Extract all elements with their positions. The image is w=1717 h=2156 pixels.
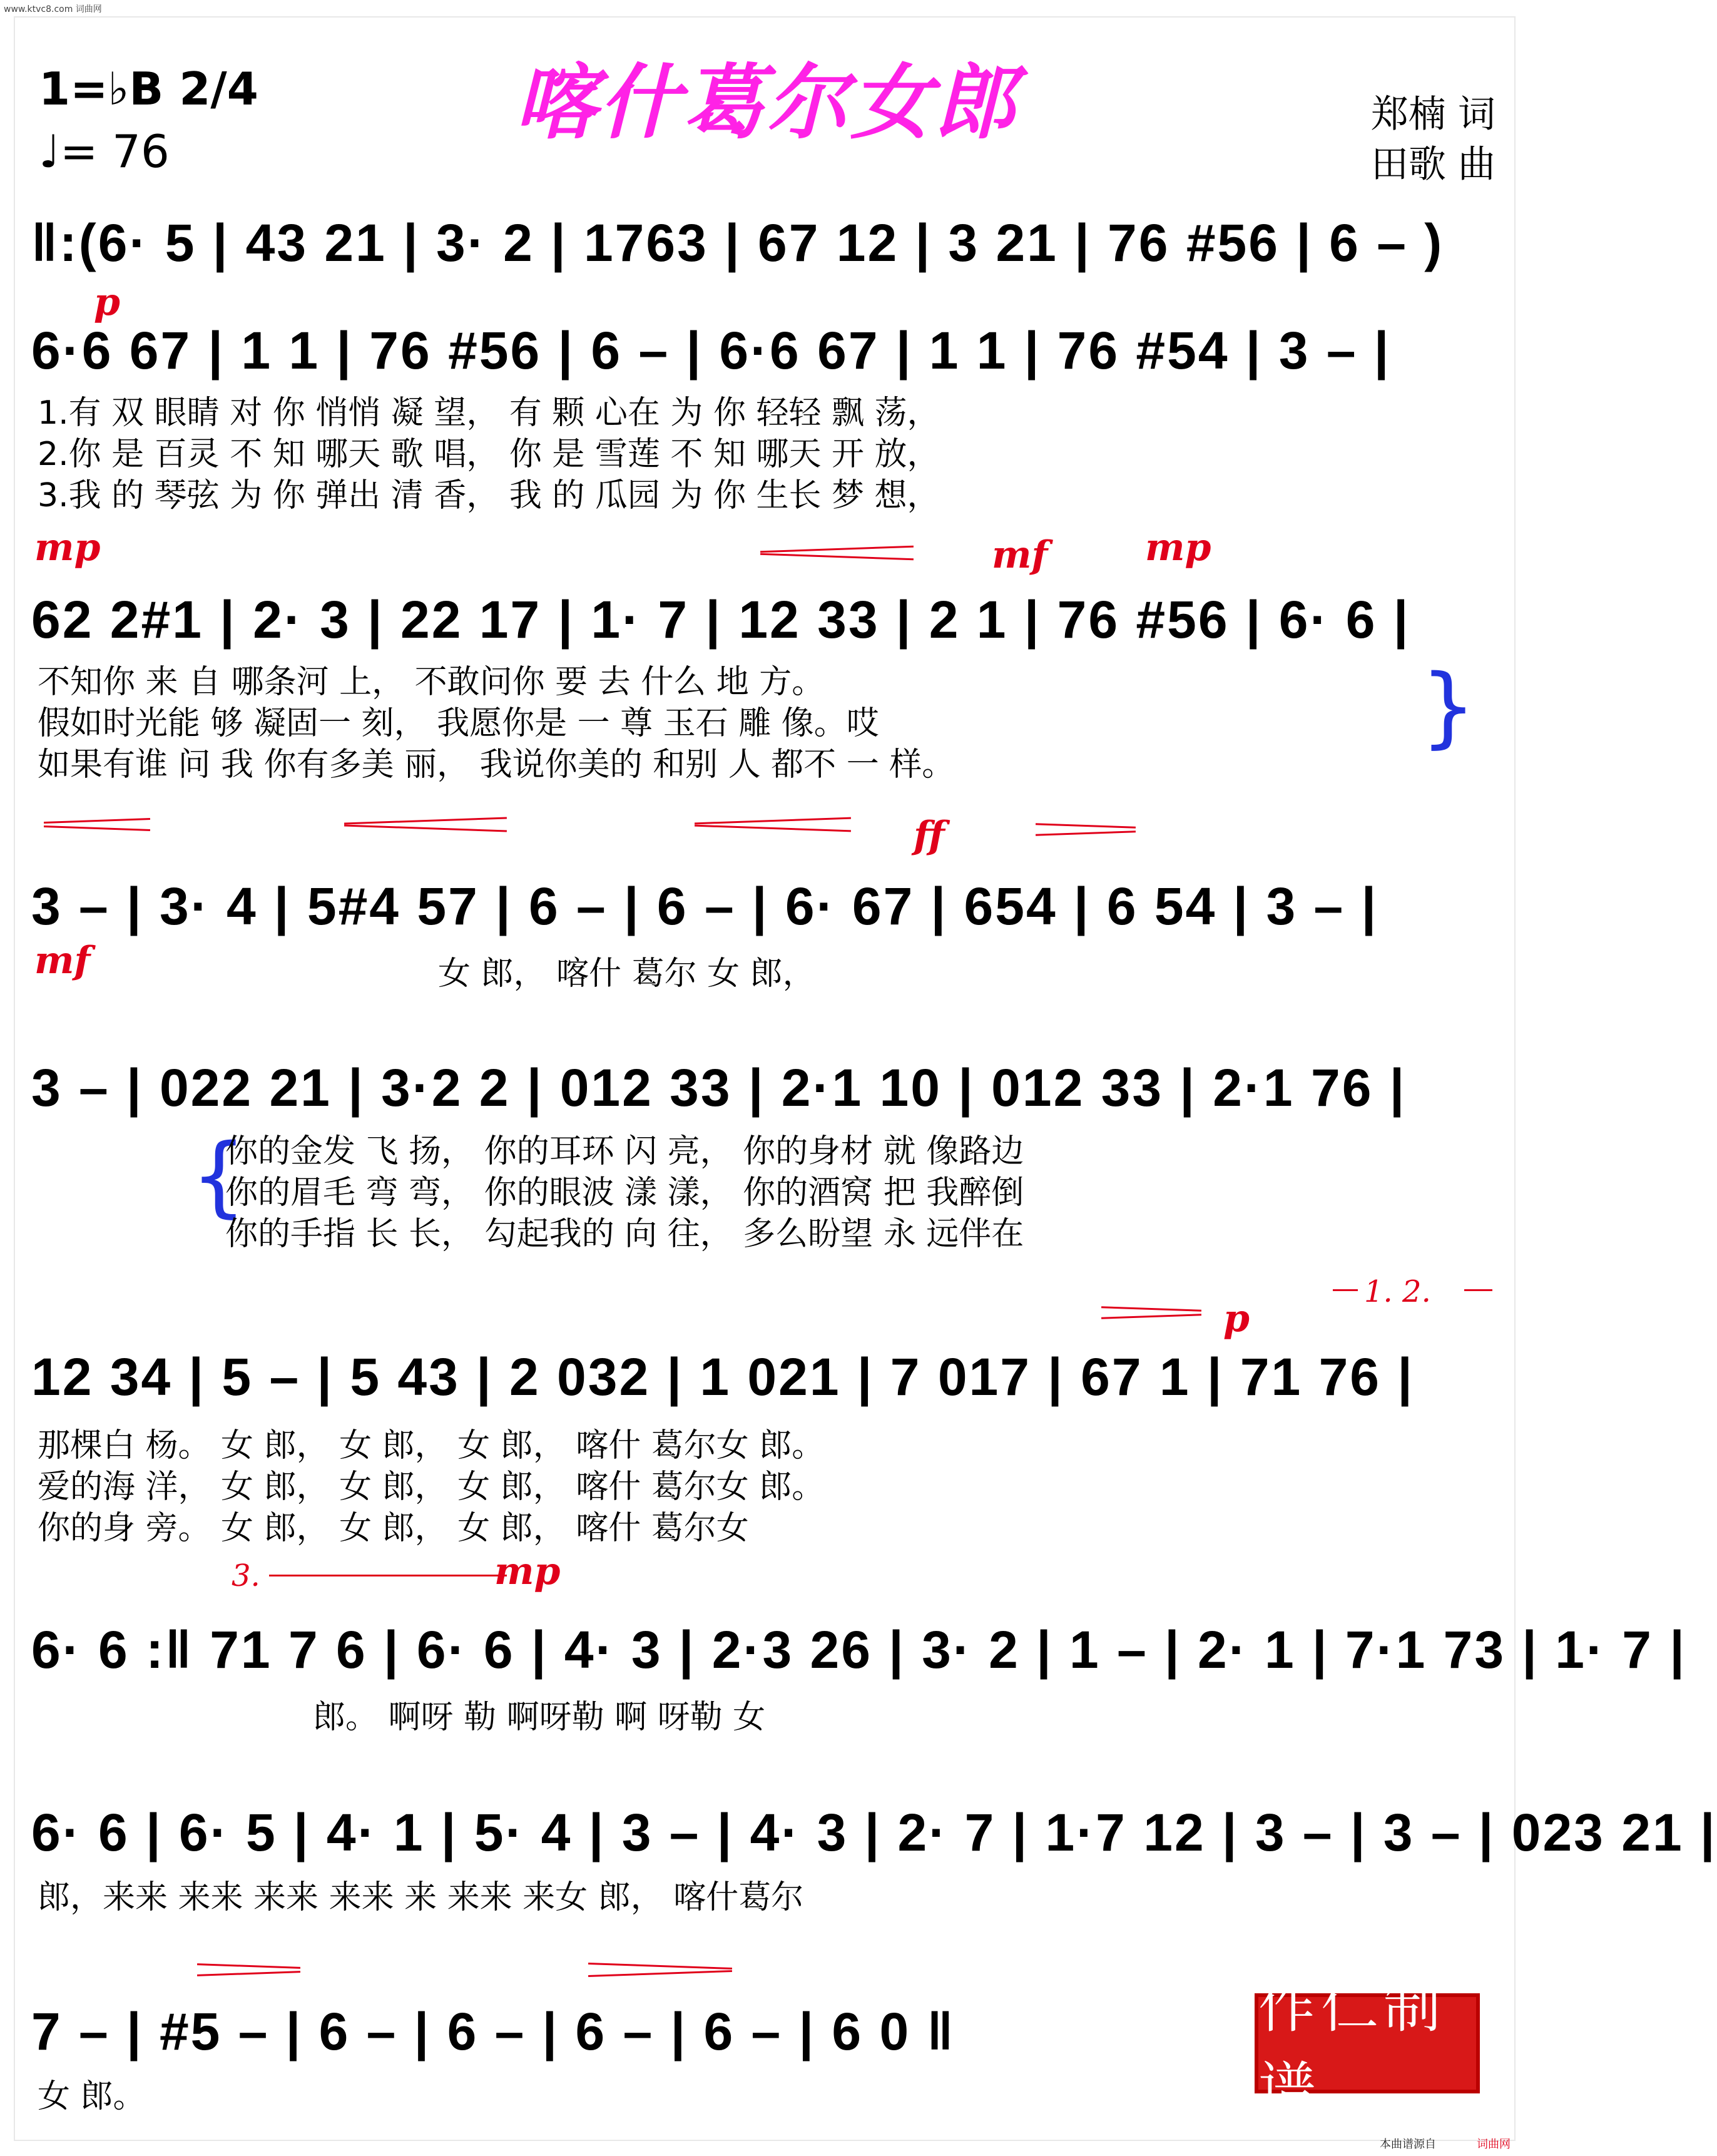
volta-3-line [269, 1575, 507, 1576]
notation-line-1: ‖:(6· 5 | 43 21 | 3· 2 | 1763 | 67 12 | 3 21 | 76 #56 | 6 – ) [31, 213, 1444, 272]
lyric-line-6-verse-2: 爱的海 洋， 女 郎， 女 郎， 女 郎， 喀什 葛尔女 郎。 [38, 1468, 825, 1506]
lyric-line-4: 女 郎， 喀什 葛尔 女 郎， [438, 955, 815, 993]
dynamic-mp-2: mp [1145, 526, 1211, 570]
dynamic-p-2: p [1223, 1297, 1250, 1341]
lyric-line-6-verse-1: 那棵白 杨。 女 郎， 女 郎， 女 郎， 喀什 葛尔女 郎。 [38, 1427, 825, 1464]
dynamic-mf: mf [992, 533, 1048, 577]
arranger-seal: 作仁制谱 [1255, 1993, 1480, 2093]
notation-line-6: 12 34 | 5 – | 5 43 | 2 032 | 1 021 | 7 017 | 67 1 | 71 76 | [31, 1347, 1414, 1406]
lyric-line-8: 郎，来来 来来 来来 来来 来 来来 来女 郎， 喀什葛尔 [38, 1879, 804, 1916]
site-watermark: www.ktvc8.com 词曲网 [4, 4, 102, 14]
lyric-line-9: 女 郎。 [38, 2078, 146, 2115]
tempo-marking: ♩= 76 [39, 125, 170, 178]
lyric-line-2-verse-3: 3.我 的 琴弦 为 你 弹出 清 香， 我 的 瓜园 为 你 生长 梦 想， [38, 477, 940, 514]
lyricist-credit: 郑楠 词 [1370, 93, 1495, 136]
lyric-line-3-verse-2: 假如时光能 够 凝固一 刻， 我愿你是 一 尊 玉石 雕 像。哎 [38, 705, 879, 742]
lyric-line-5-verse-2: 你的眉毛 弯 弯， 你的眼波 漾 漾， 你的酒窝 把 我醉倒 [225, 1174, 1024, 1212]
footer-site-link[interactable]: 词曲网 [1477, 2138, 1511, 2151]
composer-credit: 田歌 曲 [1370, 143, 1495, 186]
dynamic-mp: mp [34, 526, 101, 570]
lyric-line-6-verse-3: 你的身 旁。 女 郎， 女 郎， 女 郎， 喀什 葛尔女 [38, 1510, 749, 1547]
volta-1-2-line-right [1464, 1289, 1492, 1291]
notation-line-2: 6·6 67 | 1 1 | 76 #56 | 6 – | 6·6 67 | 1 1 | 76 #54 | 3 – | [31, 321, 1391, 380]
notation-line-9: 7 – | #5 – | 6 – | 6 – | 6 – | 6 – | 6 0 ‖ [31, 2002, 955, 2061]
verse-brace-left: { [191, 1125, 247, 1227]
notation-line-7: 6· 6 :‖ 71 7 6 | 6· 6 | 4· 3 | 2·3 26 | 3· 2 | 1 – | 2· 1 | 7·1 73 | 1· 7 | [31, 1620, 1686, 1679]
dynamic-mf-2: mf [34, 939, 91, 983]
notation-line-4: 3 – | 3· 4 | 5#4 57 | 6 – | 6 – | 6· 67 | 654 | 6 54 | 3 – | [31, 877, 1378, 936]
volta-1-2-line-left [1333, 1289, 1358, 1291]
footer-source: 本曲谱源自 [1380, 2138, 1436, 2151]
dynamic-ff: ff [914, 814, 945, 857]
lyric-line-3-verse-3: 如果有谁 问 我 你有多美 丽， 我说你美的 和别 人 都不 一 样。 [38, 746, 955, 784]
lyric-line-5-verse-1: 你的金发 飞 扬， 你的耳环 闪 亮， 你的身材 就 像路边 [225, 1133, 1024, 1170]
verse-brace-right: } [1420, 656, 1477, 758]
dynamic-mp-3: mp [494, 1550, 561, 1593]
notation-line-3: 62 2#1 | 2· 3 | 22 17 | 1· 7 | 12 33 | 2 1 | 76 #56 | 6· 6 | [31, 590, 1410, 649]
key-signature: 1=♭B 2/4 [39, 63, 258, 115]
notation-line-5: 3 – | 022 21 | 3·2 2 | 012 33 | 2·1 10 | 012 33 | 2·1 76 | [31, 1058, 1407, 1117]
lyric-line-2-verse-1: 1.有 双 眼睛 对 你 悄悄 凝 望， 有 颗 心在 为 你 轻轻 飘 荡， [38, 394, 940, 432]
volta-3: 3. [232, 1558, 260, 1593]
notation-line-8: 6· 6 | 6· 5 | 4· 1 | 5· 4 | 3 – | 4· 3 | 2· 7 | 1·7 12 | 3 – | 3 – | 023 21 | [31, 1803, 1717, 1862]
lyric-line-7: 郎。 啊呀 勒 啊呀勒 啊 呀勒 女 [313, 1699, 766, 1736]
lyric-line-3-verse-1: 不知你 来 自 哪条河 上， 不敢问你 要 去 什么 地 方。 [38, 663, 825, 701]
lyric-line-5-verse-3: 你的手指 长 长， 勾起我的 向 往， 多么盼望 永 远伴在 [225, 1215, 1024, 1253]
dynamic-p: p [94, 280, 120, 324]
volta-1-2: 1. 2. [1364, 1274, 1431, 1309]
lyric-line-2-verse-2: 2.你 是 百灵 不 知 哪天 歌 唱， 你 是 雪莲 不 知 哪天 开 放， [38, 436, 940, 473]
song-title: 喀什葛尔女郎 [514, 55, 1018, 150]
